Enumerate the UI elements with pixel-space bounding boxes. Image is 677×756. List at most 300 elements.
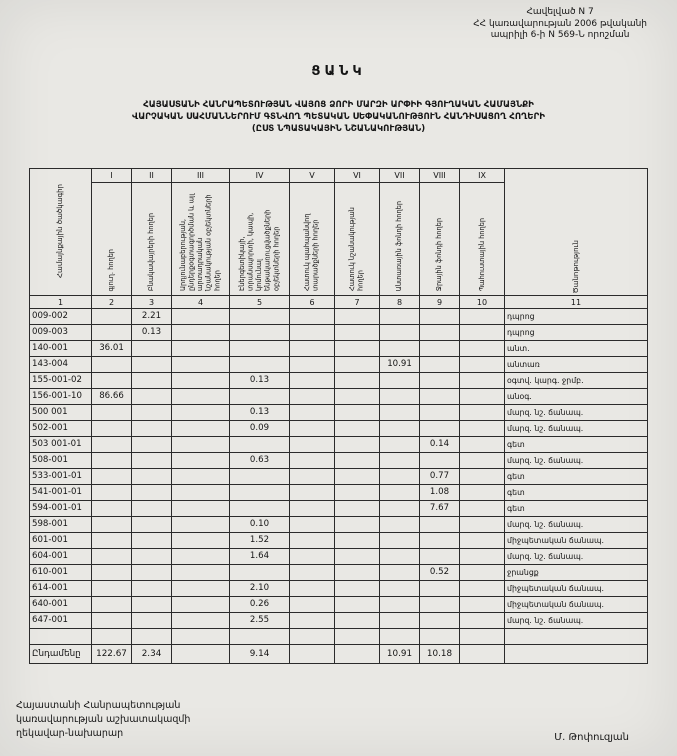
col-num-2: 2 bbox=[92, 296, 132, 309]
col-num-1: 1 bbox=[30, 296, 92, 309]
area-value: 0.14 bbox=[420, 437, 460, 453]
table-row bbox=[30, 629, 648, 645]
area-value bbox=[335, 421, 380, 437]
area-value bbox=[92, 373, 132, 389]
table-row bbox=[30, 501, 648, 517]
parcel-code: 503 001-01 bbox=[30, 437, 92, 453]
parcel-code: 009-002 bbox=[30, 309, 92, 325]
parcel-code: 647-001 bbox=[30, 613, 92, 629]
annex-block bbox=[473, 7, 647, 42]
area-value bbox=[380, 613, 420, 629]
area-value bbox=[335, 389, 380, 405]
area-value bbox=[335, 453, 380, 469]
note-cell: միջպետական ճանապ. bbox=[505, 597, 648, 613]
area-value bbox=[132, 565, 172, 581]
total-value bbox=[335, 645, 380, 664]
col-num-7: 7 bbox=[335, 296, 380, 309]
area-value bbox=[380, 325, 420, 341]
area-value bbox=[132, 437, 172, 453]
area-value bbox=[172, 565, 230, 581]
area-value bbox=[132, 389, 172, 405]
area-value bbox=[460, 373, 505, 389]
area-value bbox=[420, 325, 460, 341]
area-value bbox=[290, 405, 335, 421]
area-value bbox=[380, 405, 420, 421]
area-value bbox=[420, 405, 460, 421]
area-value bbox=[290, 501, 335, 517]
col-header-infrastructure: Էներգետիկայի, տրանսպորտի, կապի, կոմունալ ենթակառուցվածքների օբյեկտների հողեր bbox=[230, 183, 290, 296]
roman-I: I bbox=[92, 169, 132, 183]
area-value bbox=[335, 533, 380, 549]
area-value bbox=[420, 341, 460, 357]
area-value bbox=[335, 341, 380, 357]
col-num-11: 11 bbox=[505, 296, 648, 309]
roman-VII: VII bbox=[380, 169, 420, 183]
area-value bbox=[172, 613, 230, 629]
area-value: 0.13 bbox=[230, 373, 290, 389]
area-value: 0.13 bbox=[230, 405, 290, 421]
area-value bbox=[92, 469, 132, 485]
parcel-code bbox=[30, 629, 92, 645]
area-value bbox=[172, 501, 230, 517]
area-value bbox=[335, 581, 380, 597]
area-value bbox=[290, 389, 335, 405]
parcel-code: 155-001-02 bbox=[30, 373, 92, 389]
roman-IV: IV bbox=[230, 169, 290, 183]
area-value bbox=[230, 389, 290, 405]
note-cell: մարզ. նշ. ճանապ. bbox=[505, 453, 648, 469]
area-value bbox=[172, 453, 230, 469]
area-value: 0.77 bbox=[420, 469, 460, 485]
area-value bbox=[380, 453, 420, 469]
total-value: 10.18 bbox=[420, 645, 460, 664]
table-row bbox=[30, 549, 648, 565]
area-value bbox=[92, 501, 132, 517]
parcel-code: 508-001 bbox=[30, 453, 92, 469]
area-value: 0.09 bbox=[230, 421, 290, 437]
area-value bbox=[230, 309, 290, 325]
area-value bbox=[420, 309, 460, 325]
area-value bbox=[92, 309, 132, 325]
area-value bbox=[380, 629, 420, 645]
note-cell: ջրանցք bbox=[505, 565, 648, 581]
table-row bbox=[30, 453, 648, 469]
roman-V: V bbox=[290, 169, 335, 183]
col-num-8: 8 bbox=[380, 296, 420, 309]
table-row bbox=[30, 533, 648, 549]
signatory-name: Մ. Թոփուզյան bbox=[554, 732, 629, 743]
area-value: 2.55 bbox=[230, 613, 290, 629]
area-value bbox=[420, 389, 460, 405]
area-value bbox=[92, 565, 132, 581]
area-value bbox=[335, 309, 380, 325]
area-value bbox=[172, 517, 230, 533]
issuer-line-3: ղեկավար-նախարար bbox=[16, 727, 124, 739]
col-header-forest: Անտառային ֆոնդի հողեր bbox=[380, 183, 420, 296]
area-value bbox=[172, 421, 230, 437]
parcel-code: 156-001-10 bbox=[30, 389, 92, 405]
note-cell: գետ bbox=[505, 485, 648, 501]
area-value: 2.10 bbox=[230, 581, 290, 597]
area-value bbox=[380, 437, 420, 453]
issuer-block bbox=[16, 699, 190, 740]
area-value bbox=[172, 581, 230, 597]
area-value bbox=[380, 597, 420, 613]
area-value bbox=[335, 357, 380, 373]
area-value bbox=[172, 405, 230, 421]
area-value bbox=[460, 581, 505, 597]
area-value bbox=[172, 629, 230, 645]
parcel-code: 604-001 bbox=[30, 549, 92, 565]
area-value bbox=[290, 485, 335, 501]
area-value bbox=[335, 405, 380, 421]
area-value bbox=[230, 469, 290, 485]
area-value bbox=[92, 533, 132, 549]
area-value bbox=[335, 549, 380, 565]
area-value bbox=[460, 357, 505, 373]
area-value bbox=[172, 469, 230, 485]
area-value bbox=[460, 341, 505, 357]
area-value bbox=[460, 613, 505, 629]
table-row bbox=[30, 421, 648, 437]
parcel-code: 610-001 bbox=[30, 565, 92, 581]
area-value bbox=[420, 357, 460, 373]
area-value bbox=[230, 341, 290, 357]
area-value bbox=[172, 549, 230, 565]
area-value bbox=[460, 309, 505, 325]
area-value bbox=[290, 325, 335, 341]
area-value: 0.26 bbox=[230, 597, 290, 613]
parcel-code: 500 001 bbox=[30, 405, 92, 421]
parcel-code: 143-004 bbox=[30, 357, 92, 373]
note-cell: մարզ. նշ. ճանապ. bbox=[505, 405, 648, 421]
area-value bbox=[92, 613, 132, 629]
area-value bbox=[172, 437, 230, 453]
area-value bbox=[290, 581, 335, 597]
area-value bbox=[172, 597, 230, 613]
area-value bbox=[460, 549, 505, 565]
area-value bbox=[132, 629, 172, 645]
subtitle-line-3: (ԸՍՏ ՆՊԱՏԱԿԱՅԻՆ ՆՇԱՆԱԿՈՒԹՅԱՆ) bbox=[251, 124, 426, 135]
area-value bbox=[230, 437, 290, 453]
area-value: 10.91 bbox=[380, 357, 420, 373]
area-value bbox=[420, 613, 460, 629]
area-value bbox=[172, 389, 230, 405]
area-value bbox=[420, 533, 460, 549]
table-row bbox=[30, 485, 648, 501]
area-value bbox=[92, 485, 132, 501]
area-value: 1.64 bbox=[230, 549, 290, 565]
area-value bbox=[335, 565, 380, 581]
area-value bbox=[335, 629, 380, 645]
subtitle-line-1: ՀԱՅԱՍՏԱՆԻ ՀԱՆՐԱՊԵՏՈՒԹՅԱՆ ՎԱՅՈՑ ՁՈՐԻ ՄԱՐԶԻ ԱՐՓԻԻ ԳՅՈՒՂԱԿԱՆ ՀԱՄԱՅՆՔԻ bbox=[143, 100, 534, 110]
area-value bbox=[380, 469, 420, 485]
area-value bbox=[92, 517, 132, 533]
area-value bbox=[460, 501, 505, 517]
area-value bbox=[380, 389, 420, 405]
area-value bbox=[460, 597, 505, 613]
area-value bbox=[132, 357, 172, 373]
area-value bbox=[132, 405, 172, 421]
issuer-line-1: Հայաստանի Հանրապետության bbox=[16, 700, 181, 711]
area-value bbox=[290, 437, 335, 453]
table-row bbox=[30, 341, 648, 357]
area-value bbox=[380, 501, 420, 517]
issuer-line-2: կառավարության աշխատակազմի bbox=[16, 713, 191, 725]
area-value bbox=[380, 373, 420, 389]
table-row bbox=[30, 597, 648, 613]
area-value bbox=[172, 533, 230, 549]
parcel-code: 601-001 bbox=[30, 533, 92, 549]
area-value bbox=[335, 373, 380, 389]
parcel-code: 541-001-01 bbox=[30, 485, 92, 501]
area-value bbox=[132, 581, 172, 597]
area-value bbox=[92, 325, 132, 341]
area-value bbox=[92, 629, 132, 645]
area-value bbox=[335, 597, 380, 613]
page-subtitle bbox=[28, 99, 649, 135]
area-value bbox=[132, 549, 172, 565]
table-body bbox=[30, 309, 648, 645]
table-row bbox=[30, 469, 648, 485]
area-value bbox=[172, 325, 230, 341]
area-value bbox=[132, 533, 172, 549]
total-value: 2.34 bbox=[132, 645, 172, 664]
table-row bbox=[30, 357, 648, 373]
area-value bbox=[290, 469, 335, 485]
area-value bbox=[132, 469, 172, 485]
area-value bbox=[380, 485, 420, 501]
total-value: 10.91 bbox=[380, 645, 420, 664]
note-cell: անօգ. bbox=[505, 389, 648, 405]
col-num-5: 5 bbox=[230, 296, 290, 309]
area-value bbox=[460, 469, 505, 485]
area-value bbox=[92, 581, 132, 597]
table-row bbox=[30, 613, 648, 629]
area-value bbox=[335, 501, 380, 517]
note-cell: օգտվ. կարգ. ջրմբ. bbox=[505, 373, 648, 389]
area-value bbox=[380, 533, 420, 549]
note-cell: անտառ bbox=[505, 357, 648, 373]
col-header-reserve: Պահուստային հողեր bbox=[460, 183, 505, 296]
area-value bbox=[420, 453, 460, 469]
table-row bbox=[30, 517, 648, 533]
area-value bbox=[290, 517, 335, 533]
roman-IX: IX bbox=[460, 169, 505, 183]
col-header-protected: Հատուկ պահպանվող տարածքների հողեր bbox=[290, 183, 335, 296]
col-header-community-code: Համայնքային ծածկագիր bbox=[30, 169, 92, 296]
note-cell: մարզ. նշ. ճանապ. bbox=[505, 517, 648, 533]
area-value: 1.08 bbox=[420, 485, 460, 501]
area-value bbox=[172, 485, 230, 501]
area-value bbox=[290, 597, 335, 613]
note-cell: մարզ. նշ. ճանապ. bbox=[505, 549, 648, 565]
area-value bbox=[420, 517, 460, 533]
area-value bbox=[92, 405, 132, 421]
area-value bbox=[380, 517, 420, 533]
area-value bbox=[290, 629, 335, 645]
area-value bbox=[335, 517, 380, 533]
area-value bbox=[290, 533, 335, 549]
area-value bbox=[290, 341, 335, 357]
annex-line-1: Հավելված N 7 bbox=[526, 7, 594, 17]
area-value bbox=[380, 565, 420, 581]
area-value bbox=[92, 453, 132, 469]
note-cell: դպրոց bbox=[505, 309, 648, 325]
area-value bbox=[290, 357, 335, 373]
table-row bbox=[30, 437, 648, 453]
area-value bbox=[132, 341, 172, 357]
area-value bbox=[460, 533, 505, 549]
area-value bbox=[335, 485, 380, 501]
col-header-water: Ջրային ֆոնդի հողեր bbox=[420, 183, 460, 296]
subtitle-line-2: ՎԱՐՉԱԿԱՆ ՍԱՀՄԱՆՆԵՐՈՒՄ ԳՏՆՎՈՂ ՊԵՏԱԿԱՆ ՍԵՓԱԿԱՆՈՒԹՅՈՒՆ ՀԱՆԴԻՍԱՑՈՂ ՀՈՂԵՐԻ bbox=[132, 112, 545, 123]
column-number-row bbox=[30, 296, 648, 309]
roman-II: II bbox=[132, 169, 172, 183]
area-value bbox=[132, 453, 172, 469]
area-value bbox=[420, 421, 460, 437]
area-value bbox=[420, 629, 460, 645]
area-value bbox=[290, 309, 335, 325]
area-value bbox=[420, 597, 460, 613]
total-label: Ընդամենը bbox=[30, 645, 92, 664]
roman-VIII: VIII bbox=[420, 169, 460, 183]
area-value bbox=[460, 517, 505, 533]
area-value bbox=[230, 501, 290, 517]
area-value: 0.13 bbox=[132, 325, 172, 341]
total-value: 122.67 bbox=[92, 645, 132, 664]
table-row bbox=[30, 565, 648, 581]
col-header-agricultural: գյուղ. հողեր bbox=[92, 183, 132, 296]
area-value bbox=[420, 373, 460, 389]
area-value bbox=[132, 485, 172, 501]
area-value bbox=[172, 309, 230, 325]
area-value bbox=[230, 629, 290, 645]
area-value bbox=[290, 549, 335, 565]
area-value: 36.01 bbox=[92, 341, 132, 357]
area-value bbox=[92, 437, 132, 453]
col-header-note: Ծանոթություն bbox=[505, 169, 648, 296]
area-value bbox=[460, 389, 505, 405]
total-value bbox=[460, 645, 505, 664]
parcel-code: 009-003 bbox=[30, 325, 92, 341]
total-note bbox=[505, 645, 648, 664]
area-value bbox=[290, 373, 335, 389]
note-cell: մարզ. նշ. ճանապ. bbox=[505, 613, 648, 629]
area-value bbox=[172, 341, 230, 357]
roman-numeral-row bbox=[30, 169, 648, 183]
area-value bbox=[335, 613, 380, 629]
parcel-code: 594-001-01 bbox=[30, 501, 92, 517]
area-value bbox=[172, 357, 230, 373]
area-value bbox=[380, 421, 420, 437]
land-table bbox=[29, 168, 648, 664]
area-value: 2.21 bbox=[132, 309, 172, 325]
table-row bbox=[30, 405, 648, 421]
total-value bbox=[172, 645, 230, 664]
area-value bbox=[172, 373, 230, 389]
parcel-code: 598-001 bbox=[30, 517, 92, 533]
table-row bbox=[30, 325, 648, 341]
area-value bbox=[132, 501, 172, 517]
note-cell: դպրոց bbox=[505, 325, 648, 341]
area-value bbox=[460, 453, 505, 469]
note-cell: միջպետական ճանապ. bbox=[505, 581, 648, 597]
area-value bbox=[132, 421, 172, 437]
area-value bbox=[290, 613, 335, 629]
area-value bbox=[460, 437, 505, 453]
annex-line-2: ՀՀ կառավարության 2006 թվականի bbox=[473, 18, 647, 29]
area-value bbox=[460, 405, 505, 421]
area-value: 86.66 bbox=[92, 389, 132, 405]
area-value bbox=[420, 549, 460, 565]
area-value bbox=[92, 357, 132, 373]
page-title: ՑԱՆԿ bbox=[311, 64, 366, 79]
area-value bbox=[335, 437, 380, 453]
area-value bbox=[460, 325, 505, 341]
area-value bbox=[290, 453, 335, 469]
area-value bbox=[460, 565, 505, 581]
area-value bbox=[230, 325, 290, 341]
area-value bbox=[132, 597, 172, 613]
area-value: 0.10 bbox=[230, 517, 290, 533]
area-value: 1.52 bbox=[230, 533, 290, 549]
parcel-code: 614-001 bbox=[30, 581, 92, 597]
total-row bbox=[30, 645, 648, 664]
note-cell: մարզ. նշ. ճանապ. bbox=[505, 421, 648, 437]
area-value bbox=[290, 565, 335, 581]
area-value bbox=[335, 325, 380, 341]
note-cell bbox=[505, 629, 648, 645]
roman-III: III bbox=[172, 169, 230, 183]
parcel-code: 533-001-01 bbox=[30, 469, 92, 485]
col-num-3: 3 bbox=[132, 296, 172, 309]
col-num-10: 10 bbox=[460, 296, 505, 309]
area-value: 0.63 bbox=[230, 453, 290, 469]
parcel-code: 140-001 bbox=[30, 341, 92, 357]
area-value: 7.67 bbox=[420, 501, 460, 517]
table-row bbox=[30, 373, 648, 389]
note-cell: գետ bbox=[505, 437, 648, 453]
note-cell: գետ bbox=[505, 469, 648, 485]
col-num-9: 9 bbox=[420, 296, 460, 309]
note-cell: գետ bbox=[505, 501, 648, 517]
area-value bbox=[460, 629, 505, 645]
area-value bbox=[380, 581, 420, 597]
table-row bbox=[30, 581, 648, 597]
col-header-special: Հատուկ նշանակության հողեր bbox=[335, 183, 380, 296]
total-value bbox=[290, 645, 335, 664]
area-value bbox=[230, 357, 290, 373]
area-value bbox=[460, 485, 505, 501]
area-value bbox=[92, 549, 132, 565]
area-value bbox=[230, 485, 290, 501]
note-cell: անտ. bbox=[505, 341, 648, 357]
area-value: 0.52 bbox=[420, 565, 460, 581]
annex-line-3: ապրիլի 6-ի N 569-Ն որոշման bbox=[490, 30, 630, 41]
area-value bbox=[380, 309, 420, 325]
area-value bbox=[92, 421, 132, 437]
table-row bbox=[30, 309, 648, 325]
area-value bbox=[290, 421, 335, 437]
parcel-code: 502-001 bbox=[30, 421, 92, 437]
area-value bbox=[420, 581, 460, 597]
area-value bbox=[92, 597, 132, 613]
area-value bbox=[230, 565, 290, 581]
area-value bbox=[132, 613, 172, 629]
col-num-6: 6 bbox=[290, 296, 335, 309]
col-header-industrial: Արդյունաբերության, ընդերքօգտագործման և այլ արտադրական նշանակության օբյեկտների հողեր bbox=[172, 183, 230, 296]
